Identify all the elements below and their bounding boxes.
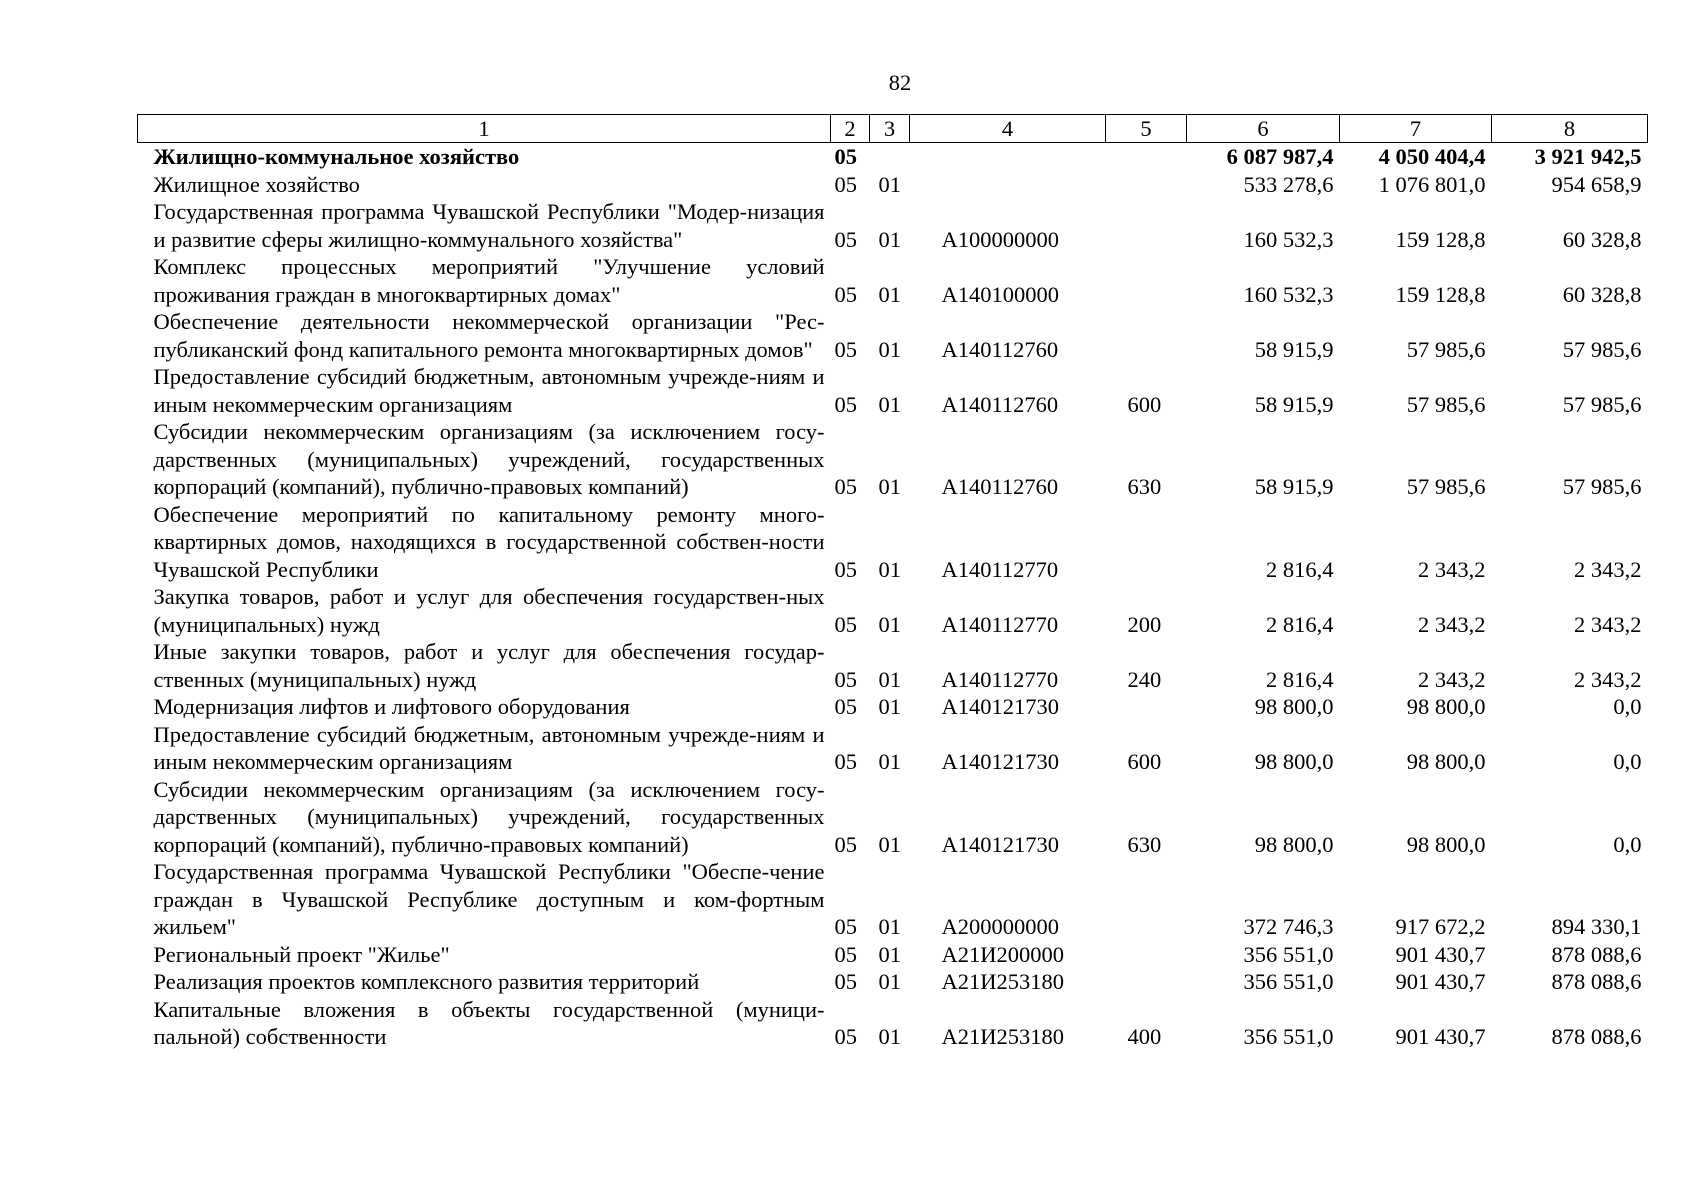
amount-col-7: 159 128,8 — [1395, 226, 1486, 252]
section-code: 05 — [834, 914, 857, 939]
row-name: Обеспечение мероприятий по капитальному ремонту много-квартирных домов, находящихся в государственной собствен-ности Чувашской Республики — [153, 501, 825, 582]
row-name: Обеспечение деятельности некоммерческой организации "Рес-публиканский фонд капитального ремонта многоквартирных домов" — [153, 309, 825, 362]
subsection-code: 01 — [878, 611, 901, 637]
section-code: 05 — [834, 831, 857, 857]
table-row — [138, 143, 1648, 171]
header-col-3: 3 — [870, 115, 910, 143]
expense-type-code: 630 — [1127, 474, 1162, 499]
amount-col-7: 4 050 404,4 — [1378, 144, 1486, 169]
section-code: 05 — [834, 1024, 857, 1049]
amount-col-6: 533 278,6 — [1243, 171, 1334, 197]
table-row — [138, 418, 1648, 501]
table-row — [138, 171, 1648, 199]
amount-col-8: 60 328,8 — [1562, 226, 1642, 252]
amount-col-8: 0,0 — [1613, 749, 1642, 774]
row-name: Реализация проектов комплексного развития территорий — [153, 969, 700, 994]
row-name: Предоставление субсидий бюджетным, автономным учрежде-ниям и иным некоммерческим организациям — [153, 364, 825, 417]
target-article-code: А140121730 — [941, 749, 1059, 774]
amount-col-7: 2 343,2 — [1418, 556, 1486, 582]
subsection-code: 01 — [878, 391, 901, 417]
table-row — [138, 501, 1648, 584]
target-article-code: А100000000 — [941, 226, 1059, 252]
amount-col-6: 2 816,4 — [1266, 556, 1334, 582]
section-code: 05 — [834, 144, 857, 169]
expense-type-code — [1106, 198, 1187, 253]
amount-col-7: 2 343,2 — [1418, 666, 1486, 692]
section-code: 05 — [834, 226, 857, 252]
expense-type-code — [1106, 968, 1187, 996]
amount-col-7: 98 800,0 — [1406, 749, 1486, 774]
amount-col-6: 98 800,0 — [1254, 831, 1334, 857]
amount-col-8: 878 088,6 — [1551, 1024, 1642, 1049]
expense-type-code — [1106, 253, 1187, 308]
expense-type-code — [1106, 171, 1187, 199]
target-article-code: А140112770 — [941, 611, 1059, 637]
amount-col-7: 917 672,2 — [1395, 914, 1486, 939]
amount-col-8: 2 343,2 — [1574, 611, 1642, 637]
amount-col-7: 901 430,7 — [1395, 1024, 1486, 1049]
header-col-4: 4 — [910, 115, 1106, 143]
amount-col-6: 58 915,9 — [1254, 391, 1334, 417]
subsection-code: 01 — [878, 969, 901, 994]
amount-col-8: 954 658,9 — [1551, 171, 1642, 197]
subsection-code: 01 — [878, 474, 901, 499]
expense-type-code — [1106, 693, 1187, 721]
expense-type-code — [1106, 941, 1187, 969]
amount-col-6: 6 087 987,4 — [1226, 144, 1334, 169]
section-code: 05 — [834, 694, 857, 719]
amount-col-7: 57 985,6 — [1406, 474, 1486, 499]
row-name: Модернизация лифтов и лифтового оборудования — [153, 694, 630, 719]
row-name: Региональный проект "Жилье" — [153, 941, 450, 967]
expense-type-code — [1106, 858, 1187, 941]
target-article-code: А140121730 — [941, 694, 1059, 719]
amount-col-6: 98 800,0 — [1254, 694, 1334, 719]
target-article-code: А140112770 — [941, 556, 1059, 582]
row-name: Субсидии некоммерческим организациям (за исключением госу-дарственных (муниципальных) учреждений, государственных корпораций (компаний), публично-правовых компаний) — [153, 776, 825, 857]
amount-col-8: 878 088,6 — [1551, 941, 1642, 967]
header-col-8: 8 — [1492, 115, 1648, 143]
amount-col-7: 57 985,6 — [1406, 391, 1486, 417]
subsection-code: 01 — [878, 694, 901, 719]
amount-col-7: 1 076 801,0 — [1378, 171, 1486, 197]
amount-col-7: 901 430,7 — [1395, 941, 1486, 967]
table-row — [138, 363, 1648, 418]
header-col-7: 7 — [1340, 115, 1492, 143]
subsection-code: 01 — [878, 556, 901, 582]
target-article-code: А140112770 — [941, 666, 1059, 692]
section-code: 05 — [834, 474, 857, 499]
amount-col-8: 60 328,8 — [1562, 281, 1642, 307]
amount-col-7: 159 128,8 — [1395, 281, 1486, 307]
row-name: Субсидии некоммерческим организациям (за исключением госу-дарственных (муниципальных) учреждений, государственных корпораций (компаний), публично-правовых компаний) — [153, 419, 825, 499]
amount-col-6: 58 915,9 — [1254, 474, 1334, 499]
section-code: 05 — [834, 969, 857, 994]
table-row — [138, 996, 1648, 1051]
target-article-code: А21И253180 — [941, 1024, 1064, 1049]
amount-col-7: 2 343,2 — [1418, 611, 1486, 637]
amount-col-8: 894 330,1 — [1551, 914, 1642, 939]
expense-type-code — [1106, 308, 1187, 363]
section-code: 05 — [834, 611, 857, 637]
row-name: Государственная программа Чувашской Республики "Модер-низация и развитие сферы жилищно-коммунального хозяйства" — [153, 199, 825, 252]
amount-col-6: 356 551,0 — [1243, 941, 1334, 967]
target-article-code: А140100000 — [941, 281, 1059, 307]
subsection-code: 01 — [878, 226, 901, 252]
amount-col-8: 878 088,6 — [1551, 969, 1642, 994]
row-name: Закупка товаров, работ и услуг для обеспечения государствен-ных (муниципальных) нужд — [153, 584, 825, 637]
target-article-code: А140112760 — [941, 336, 1059, 362]
subsection-code: 01 — [878, 1024, 901, 1049]
amount-col-8: 2 343,2 — [1574, 666, 1642, 692]
amount-col-6: 160 532,3 — [1243, 226, 1334, 252]
table-row — [138, 198, 1648, 253]
target-article-code: А21И253180 — [941, 969, 1064, 994]
amount-col-6: 160 532,3 — [1243, 281, 1334, 307]
table-row — [138, 721, 1648, 776]
expense-type-code — [1106, 143, 1187, 171]
subsection-code — [870, 143, 910, 171]
subsection-code: 01 — [878, 171, 901, 197]
target-article-code: А200000000 — [941, 914, 1059, 939]
amount-col-6: 356 551,0 — [1243, 969, 1334, 994]
amount-col-7: 98 800,0 — [1406, 831, 1486, 857]
table-row — [138, 858, 1648, 941]
section-code: 05 — [834, 336, 857, 362]
target-article-code: А140112760 — [941, 391, 1059, 417]
subsection-code: 01 — [878, 336, 901, 362]
expense-type-code: 240 — [1127, 666, 1162, 692]
target-article-code: А140112760 — [941, 474, 1059, 499]
expense-type-code: 400 — [1127, 1024, 1162, 1049]
section-code: 05 — [834, 556, 857, 582]
expense-type-code: 600 — [1127, 749, 1162, 774]
row-name: Государственная программа Чувашской Республики "Обеспе-чение граждан в Чувашской Республике доступным и ком-фортным жильем" — [153, 859, 825, 939]
amount-col-8: 3 921 942,5 — [1534, 144, 1642, 169]
subsection-code: 01 — [878, 914, 901, 939]
amount-col-7: 901 430,7 — [1395, 969, 1486, 994]
amount-col-8: 57 985,6 — [1562, 391, 1642, 417]
amount-col-8: 2 343,2 — [1574, 556, 1642, 582]
amount-col-7: 98 800,0 — [1406, 694, 1486, 719]
target-article-code: А140121730 — [941, 831, 1059, 857]
row-name: Предоставление субсидий бюджетным, автономным учрежде-ниям и иным некоммерческим организациям — [153, 721, 825, 774]
amount-col-6: 58 915,9 — [1254, 336, 1334, 362]
amount-col-8: 57 985,6 — [1562, 336, 1642, 362]
target-article-code — [910, 143, 1106, 171]
target-article-code — [910, 171, 1106, 199]
amount-col-6: 372 746,3 — [1243, 914, 1334, 939]
amount-col-8: 0,0 — [1613, 694, 1642, 719]
budget-table — [137, 114, 1648, 1051]
amount-col-6: 2 816,4 — [1266, 611, 1334, 637]
table-row — [138, 253, 1648, 308]
section-code: 05 — [834, 941, 857, 967]
amount-col-6: 356 551,0 — [1243, 1024, 1334, 1049]
subsection-code: 01 — [878, 941, 901, 967]
header-col-6: 6 — [1187, 115, 1340, 143]
amount-col-8: 0,0 — [1613, 831, 1642, 857]
section-code: 05 — [834, 281, 857, 307]
table-row — [138, 968, 1648, 996]
subsection-code: 01 — [878, 666, 901, 692]
row-name: Жилищно-коммунальное хозяйство — [153, 144, 520, 169]
row-name: Жилищное хозяйство — [153, 171, 360, 197]
expense-type-code — [1106, 501, 1187, 584]
subsection-code: 01 — [878, 281, 901, 307]
subsection-code: 01 — [878, 831, 901, 857]
table-row — [138, 776, 1648, 859]
row-name: Комплекс процессных мероприятий "Улучшение условий проживания граждан в многоквартирных домах" — [153, 254, 825, 307]
expense-type-code: 630 — [1127, 831, 1162, 857]
section-code: 05 — [834, 391, 857, 417]
column-number-header — [138, 115, 1648, 143]
header-col-5: 5 — [1106, 115, 1187, 143]
section-code: 05 — [834, 171, 857, 197]
expense-type-code: 200 — [1127, 611, 1162, 637]
page-number: 82 — [888, 70, 912, 95]
section-code: 05 — [834, 666, 857, 692]
amount-col-6: 2 816,4 — [1266, 666, 1334, 692]
header-col-1: 1 — [138, 115, 831, 143]
section-code: 05 — [834, 749, 857, 774]
table-row — [138, 583, 1648, 638]
table-row — [138, 941, 1648, 969]
table-body — [138, 143, 1648, 1051]
table-row — [138, 638, 1648, 693]
expense-type-code: 600 — [1127, 391, 1162, 417]
row-name: Иные закупки товаров, работ и услуг для обеспечения государ-ственных (муниципальных) нужд — [153, 639, 825, 692]
amount-col-8: 57 985,6 — [1562, 474, 1642, 499]
amount-col-7: 57 985,6 — [1406, 336, 1486, 362]
target-article-code: А21И200000 — [941, 941, 1064, 967]
subsection-code: 01 — [878, 749, 901, 774]
table-row — [138, 308, 1648, 363]
table-row — [138, 693, 1648, 721]
amount-col-6: 98 800,0 — [1254, 749, 1334, 774]
row-name: Капитальные вложения в объекты государственной (муници-пальной) собственности — [153, 996, 825, 1049]
header-col-2: 2 — [831, 115, 870, 143]
